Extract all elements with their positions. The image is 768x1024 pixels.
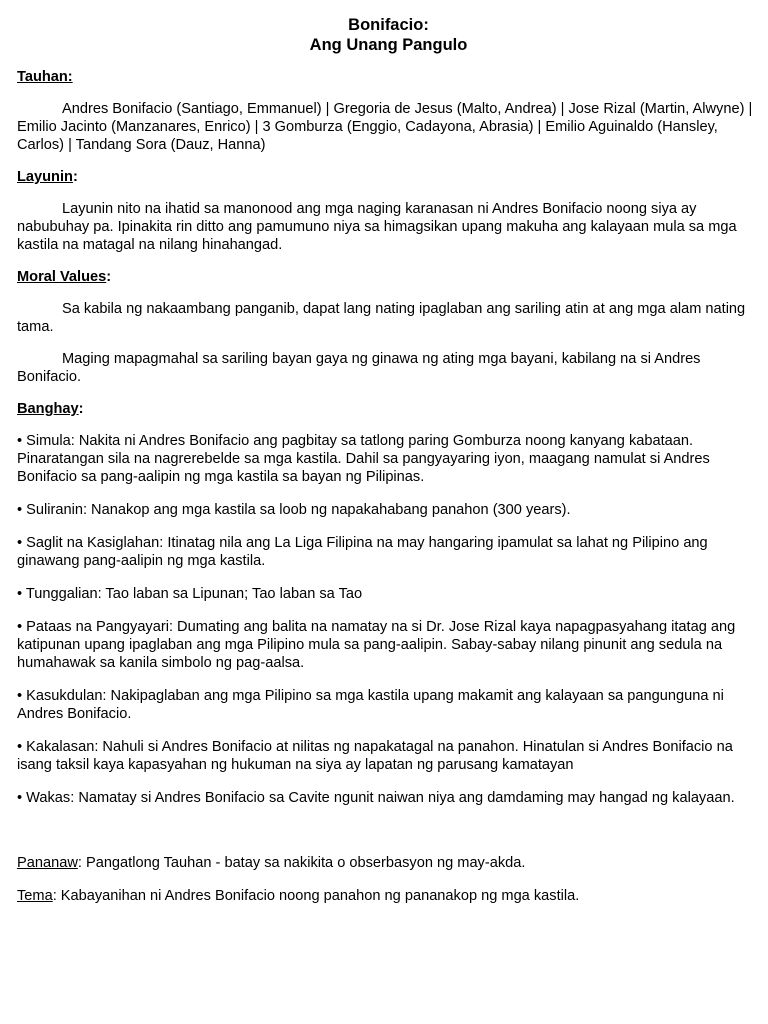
- layunin-heading-text: Layunin: [17, 169, 73, 185]
- layunin-heading-colon: :: [72, 169, 78, 185]
- moral-value-item: Sa kabila ng nakaambang panganib, dapat lang nating ipaglaban ang sariling atin at ang mga alam nating tama.: [17, 301, 746, 335]
- section-spacer: [17, 822, 760, 854]
- document-title: [17, 15, 760, 55]
- banghay-item-tunggalian: • Tunggalian: Tao laban sa Lipunan; Tao laban sa Tao: [17, 586, 363, 602]
- layunin-heading: [17, 168, 760, 186]
- banghay-item-kakalasan: • Kakalasan: Nahuli si Andres Bonifacio at nilitas ng napakatagal na panahon. Hinatulan si Andres Bonifacio na isang taksil kaya kapasyahan ng hukuman na siya ay lapatan ng parusang kamatayan: [17, 739, 733, 773]
- pananaw-text: : Pangatlong Tauhan - batay sa nakikita o obserbasyon ng may-akda.: [77, 855, 526, 871]
- banghay-heading-colon: :: [78, 401, 84, 417]
- tauhan-heading: [17, 68, 760, 86]
- banghay-item-simula: • Simula: Nakita ni Andres Bonifacio ang pagbitay sa tatlong paring Gomburza noong kanyang kabataan. Pinaratangan sila na nagrerebelde sa mga kastila. Dahil sa pangyayaring iyon, maagang namulat si Andres Bonifacio sa pang-aalipin ng mga kastila sa bayan ng Pilipinas.: [17, 433, 710, 485]
- title-line-1: Bonifacio:: [348, 16, 429, 34]
- moral-values-heading-colon: :: [106, 269, 112, 285]
- banghay-item-saglit-na-kasiglahan: • Saglit na Kasiglahan: Itinatag nila ang La Liga Filipina na may hangaring ipamulat sa lahat ng Pilipino ang ginawang pang-aalipin ng mga kastila.: [17, 535, 708, 569]
- pananaw-line: [17, 854, 760, 872]
- moral-values-heading-text: Moral Values: [17, 269, 107, 285]
- tema-label: Tema: [17, 888, 53, 904]
- tema-line: [17, 887, 760, 905]
- tema-text: : Kabayanihan ni Andres Bonifacio noong panahon ng pananakop ng mga kastila.: [52, 888, 580, 904]
- banghay-item-kasukdulan: • Kasukdulan: Nakipaglaban ang mga Pilipino sa mga kastila upang makamit ang kalayaan sa pangunguna ni Andres Bonifacio.: [17, 688, 724, 722]
- moral-values-heading: [17, 268, 760, 286]
- banghay-heading: [17, 400, 760, 418]
- banghay-item-pataas-na-pangyayari: • Pataas na Pangyayari: Dumating ang balita na namatay na si Dr. Jose Rizal kaya napagpasyahang itatag ang katipunan upang ipaglaban ang mga Pilipino mula sa pang-aalipin. Sabay-sabay nilang pinunit ang sedula na humahawak sa kanila simbolo ng pag-aalsa.: [17, 619, 736, 671]
- banghay-heading-text: Banghay: [17, 401, 79, 417]
- tauhan-heading-text: Tauhan:: [17, 69, 73, 85]
- banghay-item-wakas: • Wakas: Namatay si Andres Bonifacio sa Cavite ngunit naiwan niya ang damdaming may hangad ng kalayaan.: [17, 790, 735, 806]
- moral-value-item: Maging mapagmahal sa sariling bayan gaya ng ginawa ng ating mga bayani, kabilang na si Andres Bonifacio.: [17, 351, 701, 385]
- layunin-text: Layunin nito na ihatid sa manonood ang mga naging karanasan ni Andres Bonifacio noong siya ay nabubuhay pa. Ipinakita rin ditto ang pamumuno niya sa himagsikan upang makuha ang kalayaan mula sa mga kastila na matagal na nilang hinahangad.: [17, 201, 737, 253]
- pananaw-label: Pananaw: [17, 855, 78, 871]
- banghay-item-suliranin: • Suliranin: Nanakop ang mga kastila sa loob ng napakahabang panahon (300 years).: [17, 502, 571, 518]
- tauhan-text: Andres Bonifacio (Santiago, Emmanuel) | Gregoria de Jesus (Malto, Andrea) | Jose Rizal (Martin, Alwyne) | Emilio Jacinto (Manzanares, Enrico) | 3 Gomburza (Enggio, Cadayona, Abrasia) | Emilio Aguinaldo (Hansley, Carlos) | Tandang Sora (Dauz, Hanna): [17, 101, 753, 153]
- title-line-2: Ang Unang Pangulo: [309, 36, 468, 54]
